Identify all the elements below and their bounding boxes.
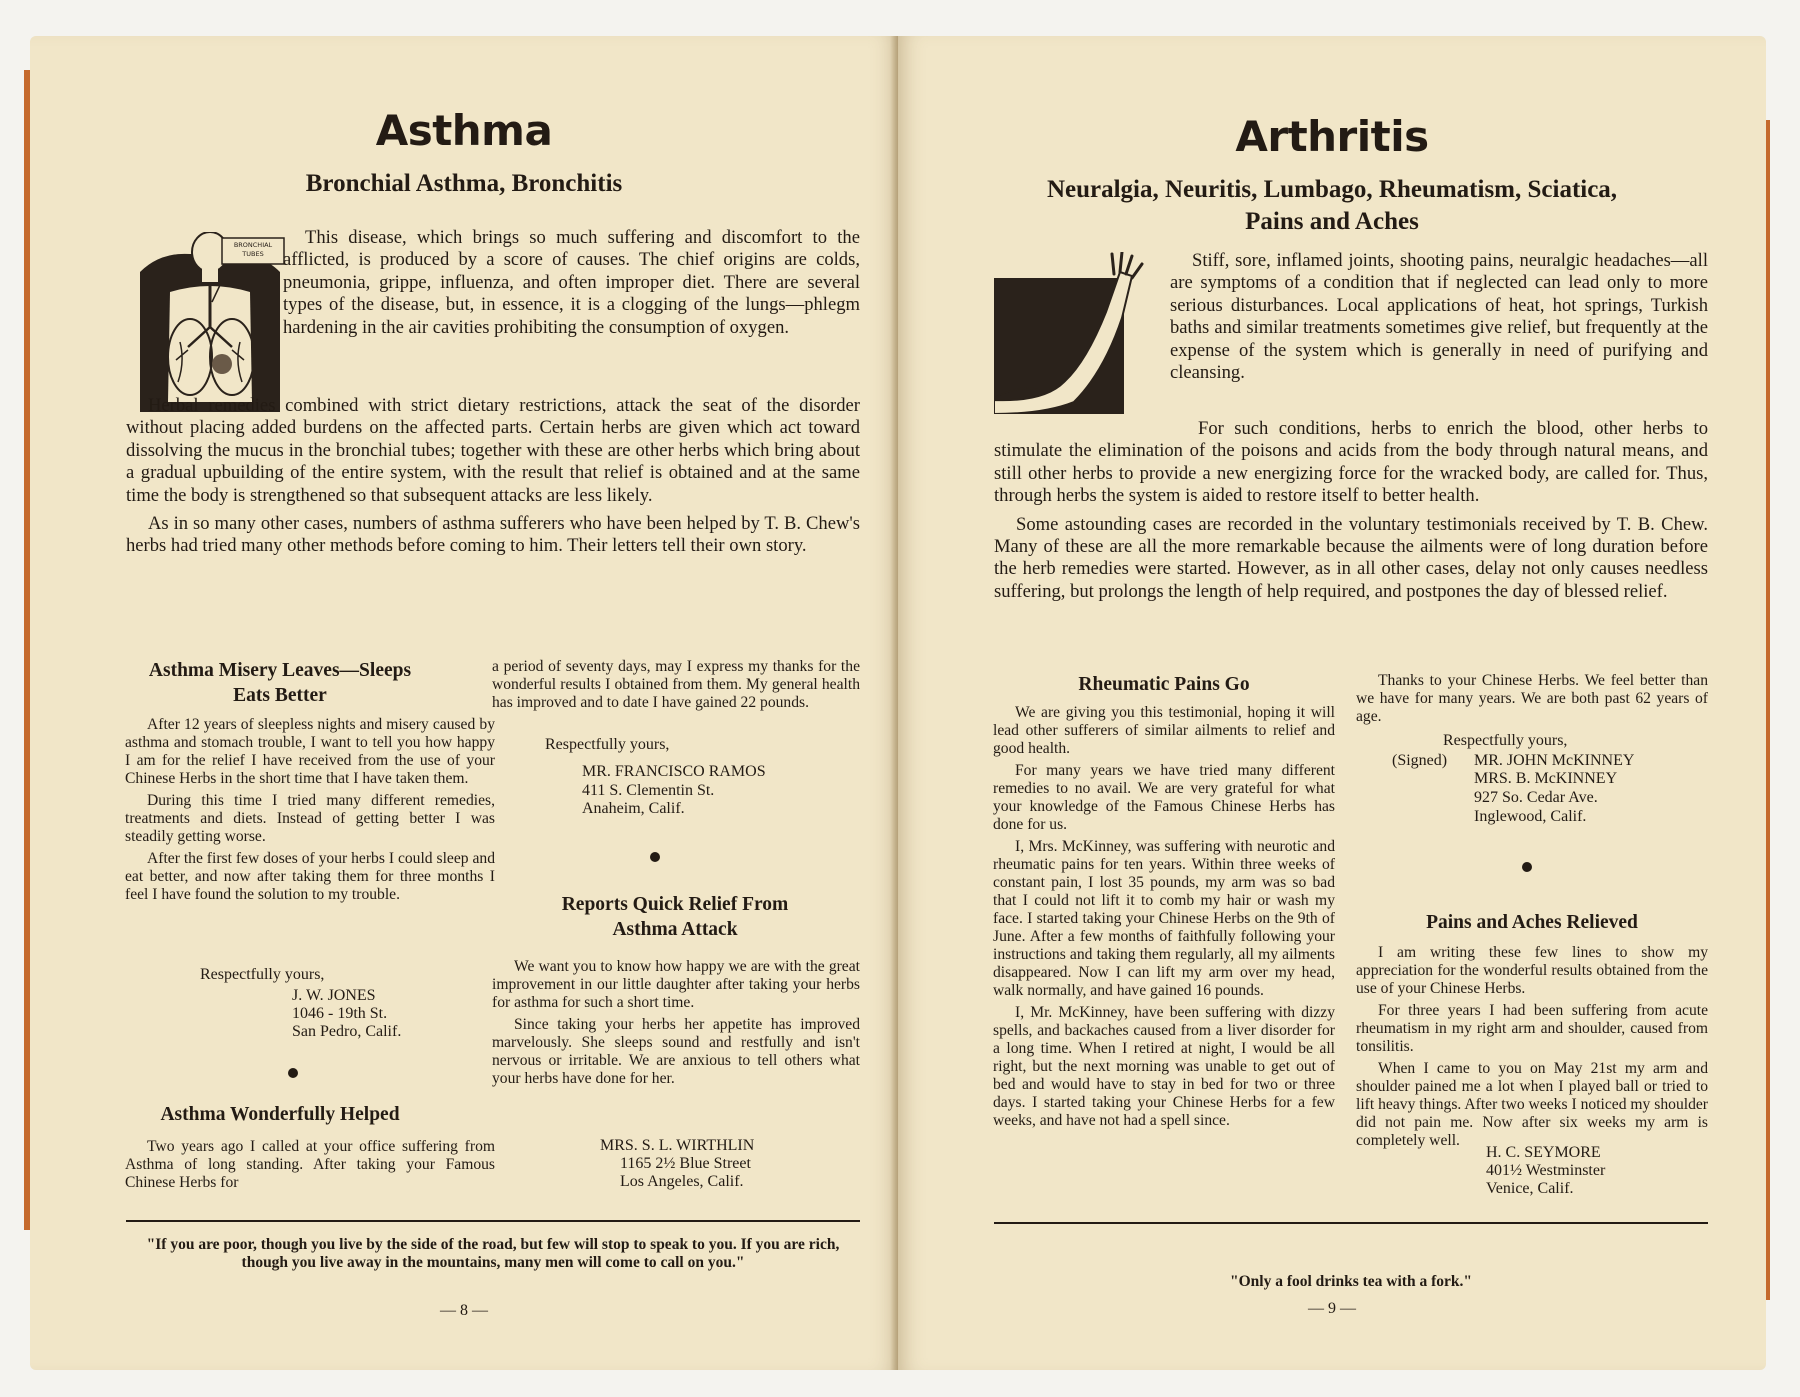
page-title: Asthma — [375, 106, 553, 155]
testimonial-paragraph: I, Mr. McKinney, have been suffering with dizzy spells, and backaches caused from a liver disorder for a long time. When I retired at night, I would be all right, but the next morning was unable to get out of bed and would have to stay in bed for two or three days. I started taking your Chinese Herbs for a few weeks, and have not had a spell since. — [993, 1004, 1335, 1129]
testimonial-body-continued — [1356, 672, 1708, 730]
closing: Respectfully yours, — [1443, 732, 1568, 749]
testimonial-paragraph: Thanks to your Chinese Herbs. We feel better than we have for many years. We are both past 62 years of age. — [1356, 672, 1708, 725]
signature-name: H. C. SEYMORE — [1486, 1144, 1601, 1161]
testimonial-title: Asthma Wonderfully Helped — [160, 1104, 400, 1125]
testimonial-paragraph: We are giving you this testimonial, hoping it will lead other sufferers of similar ailments to relief and good health. — [993, 704, 1335, 757]
section-bullet — [650, 852, 660, 862]
signature-name: MR. JOHN McKINNEY — [1474, 752, 1635, 769]
testimonial-body — [125, 1138, 495, 1196]
paragraph: Some astounding cases are recorded in the voluntary testimonials received by T. B. Chew. Many of these are all the more remarkable because the ailments were of long duration before the herb remedies were started. However, as in all other cases, delay not only causes needless suffering, but prolongs the length of help required, and postpones the day of blessed relief. — [994, 513, 1708, 602]
lungs-illustration — [130, 232, 292, 412]
body-text — [126, 395, 860, 564]
signature-city: Los Angeles, Calif. — [620, 1173, 744, 1190]
testimonial-paragraph: After 12 years of sleepless nights and misery caused by asthma and stomach trouble, I want to tell you how happy I am for the relief I have received from the use of your Chinese Herbs in the short time that I have taken them. — [125, 716, 495, 787]
page-subtitle: Pains and Aches — [1245, 208, 1419, 235]
testimonial-body — [993, 704, 1335, 1134]
testimonial-title: Rheumatic Pains Go — [1078, 674, 1250, 695]
signature-address: 401½ Westminster — [1486, 1162, 1606, 1179]
footer-rule — [126, 1220, 860, 1222]
section-bullet — [1522, 862, 1532, 872]
testimonial-paragraph: We want you to know how happy we are with the great improvement in our little daughter after taking your herbs for asthma for such a short time. — [492, 958, 860, 1011]
signature-address: 1046 - 19th St. — [292, 1005, 388, 1022]
page-number: — 9 — — [1308, 1300, 1356, 1317]
footer-quote: "Only a fool drinks tea with a fork." — [1230, 1273, 1472, 1290]
testimonial-title: Asthma Misery Leaves—Sleeps Eats Better — [148, 660, 412, 706]
paragraph: As in so many other cases, numbers of asthma sufferers who have been helped by T. B. Chew's herbs had tried many other methods before coming to him. Their letters tell their own story. — [126, 513, 860, 557]
signature-address: 1165 2½ Blue Street — [620, 1155, 751, 1172]
paragraph: For such conditions, herbs to enrich the blood, other herbs to stimulate the elimination of the poisons and acids from the body through natural means, and still other herbs to provide a new energizing force for the wracked body, are called for. Thus, through herbs the system is aided to restore itself to better health. — [994, 418, 1708, 507]
testimonial-paragraph: During this time I tried many different remedies, treatments and diets. Instead of getting better I was steadily getting worse. — [125, 792, 495, 845]
arm-illustration — [994, 252, 1150, 414]
closing: Respectfully yours, — [545, 736, 670, 753]
signature-city: San Pedro, Calif. — [292, 1023, 402, 1040]
figure-label: BRONCHIAL TUBES — [233, 241, 273, 258]
closing: Respectfully yours, — [200, 966, 325, 983]
page-8 — [30, 36, 898, 1370]
testimonial-paragraph: For many years we have tried many different remedies to no avail. We are very grateful for what your knowledge of the Famous Chinese Herbs has done for us. — [993, 762, 1335, 833]
signature-name: MRS. B. McKINNEY — [1474, 770, 1618, 787]
signature-city: Venice, Calif. — [1486, 1180, 1574, 1197]
signature-name: MR. FRANCISCO RAMOS — [582, 763, 766, 780]
page-number: — 8 — — [440, 1302, 488, 1319]
page-subtitle: Bronchial Asthma, Bronchitis — [305, 170, 623, 197]
signature-name: MRS. S. L. WIRTHLIN — [600, 1137, 755, 1154]
signed-label: (Signed) — [1392, 752, 1448, 769]
testimonial-paragraph: When I came to you on May 21st my arm and shoulder pained me a lot when I played ball or tried to lift heavy things. After two weeks I noticed my shoulder did not pain me. Now after six weeks my arm is completely well. — [1356, 1060, 1708, 1149]
paragraph: Herbal remedies combined with strict dietary restrictions, attack the seat of the disorder without placing added burdens on the affected parts. Certain herbs are given which act toward dissolving the mucus in the bronchial tubes; together with these are other herbs which bring about a gradual upbuilding of the entire system, with the result that relief is obtained and at the same time the body is strengthened so that subsequent attacks are less likely. — [126, 395, 860, 506]
signature-address: 411 S. Clementin St. — [582, 782, 715, 799]
testimonial-paragraph: After the first few doses of your herbs I could sleep and eat better, and now after taking them for three months I feel I have found the solution to my trouble. — [125, 850, 495, 903]
raised-arm-icon — [994, 252, 1150, 414]
testimonial-title: Pains and Aches Relieved — [1426, 912, 1638, 933]
footer-rule — [994, 1222, 1708, 1224]
signature-city: Anaheim, Calif. — [582, 800, 685, 817]
signature-city: Inglewood, Calif. — [1474, 808, 1587, 825]
signature-name: J. W. JONES — [292, 987, 376, 1004]
lungs-figure-icon — [130, 232, 292, 412]
intro-paragraph: This disease, which brings so much suffering and discomfort to the afflicted, is produced by a score of causes. The chief origins are colds, pneumonia, grippe, influenza, and often improper diet. There are several types of the disease, but, in essence, it is a clogging of the lungs—phlegm hardening in the air cavities prohibiting the consumption of oxygen. — [283, 227, 860, 338]
testimonial-body — [1356, 944, 1708, 1154]
testimonial-paragraph: I, Mrs. McKinney, was suffering with neurotic and rheumatic pains for ten years. Within three weeks of constant pain, I lost 35 pounds, my arm was so bad that I could not lift it to comb my hair or wash my face. I started taking your Chinese Herbs on the 9th of June. After a few months of faithfully following your instructions and taking them regularly, all my ailments disappeared. Now I can lift my arm over my head, walk normally, and have gained 16 pounds. — [993, 838, 1335, 999]
testimonial-paragraph: Two years ago I called at your office suffering from Asthma of long standing. After taking your Famous Chinese Herbs for — [125, 1138, 495, 1191]
footer-quote: "If you are poor, though you live by the side of the road, but few will stop to speak to you. If you are rich, though you live away in the mountains, many men will come to call on you." — [146, 1236, 840, 1271]
signature-address: 927 So. Cedar Ave. — [1474, 789, 1598, 806]
booklet-spread — [30, 36, 1766, 1370]
testimonial-body — [492, 958, 860, 1092]
testimonial-paragraph: For three years I had been suffering from acute rheumatism in my right arm and shoulder, caused from tonsilitis. — [1356, 1002, 1708, 1055]
testimonial-body-continued — [492, 658, 860, 716]
testimonial-paragraph: Since taking your herbs her appetite has improved marvelously. She sleeps sound and restfully and isn't nervous or irritable. We are anxious to tell others what your herbs have done for her. — [492, 1016, 860, 1087]
testimonial-title: Reports Quick Relief From Asthma Attack — [561, 894, 789, 940]
section-bullet — [288, 1068, 298, 1078]
testimonial-paragraph: I am writing these few lines to show my appreciation for the wonderful results obtained from the use of your Chinese Herbs. — [1356, 944, 1708, 997]
page-title: Arthritis — [1235, 112, 1429, 161]
testimonial-paragraph: a period of seventy days, may I express my thanks for the wonderful results I obtained from them. My general health has improved and to date I have gained 22 pounds. — [492, 658, 860, 711]
page-9 — [898, 36, 1766, 1370]
body-text — [994, 418, 1708, 609]
intro-paragraph: Stiff, sore, inflamed joints, shooting pains, neuralgic headaches—all are symptoms of a condition that if neglected can lead only to more serious disturbances. Local applications of heat, hot springs, Turkish baths and similar treatments sometimes give relief, but frequently at the expense of the system which is generally in need of purifying and cleansing. — [1170, 250, 1708, 384]
testimonial-body — [125, 716, 495, 908]
page-subtitle: Neuralgia, Neuritis, Lumbago, Rheumatism, Sciatica, — [1046, 176, 1618, 203]
